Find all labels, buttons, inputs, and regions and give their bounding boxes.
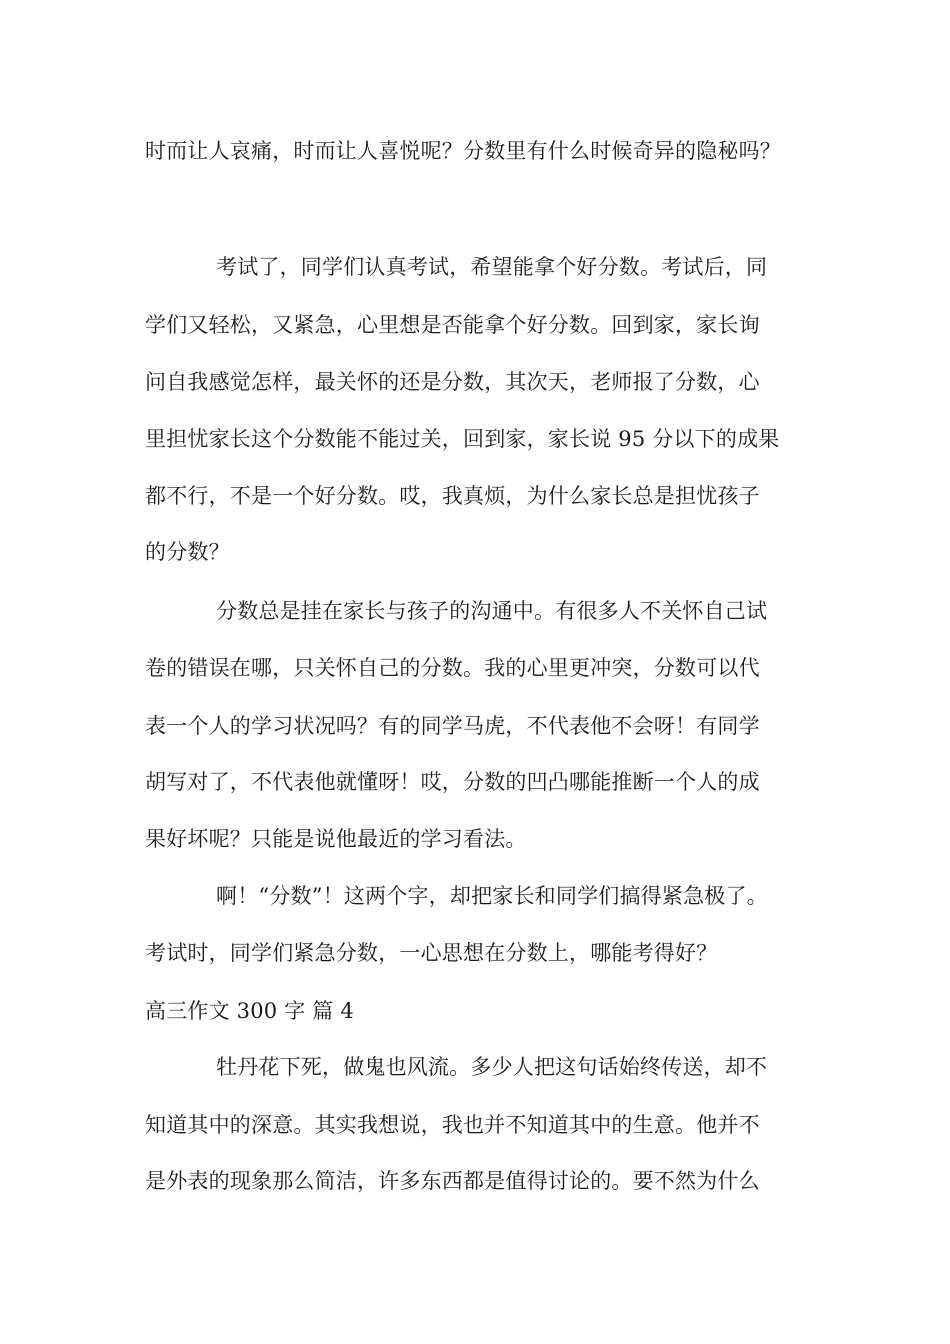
text-line: 时而让人哀痛，时而让人喜悦呢？分数里有什么时候奇异的隐秘吗？ (145, 139, 781, 163)
text-line: 考试时，同学们紧急分数，一心思想在分数上，哪能考得好？ (145, 941, 718, 965)
text-line: 知道其中的深意。其实我想说，我也并不知道其中的生意。他并不 (145, 1113, 760, 1137)
text-line: 果好坏呢？只能是说他最近的学习看法。 (145, 827, 527, 851)
text-line: 的分数？ (145, 540, 230, 564)
section-heading: 高三作文 300 字 篇 4 (145, 999, 354, 1023)
text-line: 是外表的现象那么简洁，许多东西都是值得讨论的。要不然为什么 (145, 1169, 760, 1193)
text-line: 学们又轻松，又紧急，心里想是否能拿个好分数。回到家，家长询 (145, 313, 760, 337)
text-line: 胡写对了，不代表他就懂呀！哎，分数的凹凸哪能推断一个人的成 (145, 770, 760, 794)
text-line: 都不行，不是一个好分数。哎，我真烦，为什么家长总是担忧孩子 (145, 484, 760, 508)
paragraph-first-line: 考试了，同学们认真考试，希望能拿个好分数。考试后，同 (216, 255, 768, 279)
text-line: 卷的错误在哪，只关怀自己的分数。我的心里更冲突，分数可以代 (145, 656, 760, 680)
text-line: 里担忧家长这个分数能不能过关，回到家，家长说 95 分以下的成果 (145, 427, 780, 451)
text-line: 问自我感觉怎样，最关怀的还是分数，其次天，老师报了分数，心 (145, 370, 760, 394)
paragraph-first-line: 牡丹花下死，做鬼也风流。多少人把这句话始终传送，却不 (216, 1055, 768, 1079)
text-line: 表一个人的学习状况吗？有的同学马虎，不代表他不会呀！有同学 (145, 714, 760, 738)
paragraph-first-line: 分数总是挂在家长与孩子的沟通中。有很多人不关怀自己试 (216, 599, 768, 623)
paragraph-first-line: 啊！“分数”！这两个字，却把家长和同学们搞得紧急极了。 (216, 884, 768, 908)
